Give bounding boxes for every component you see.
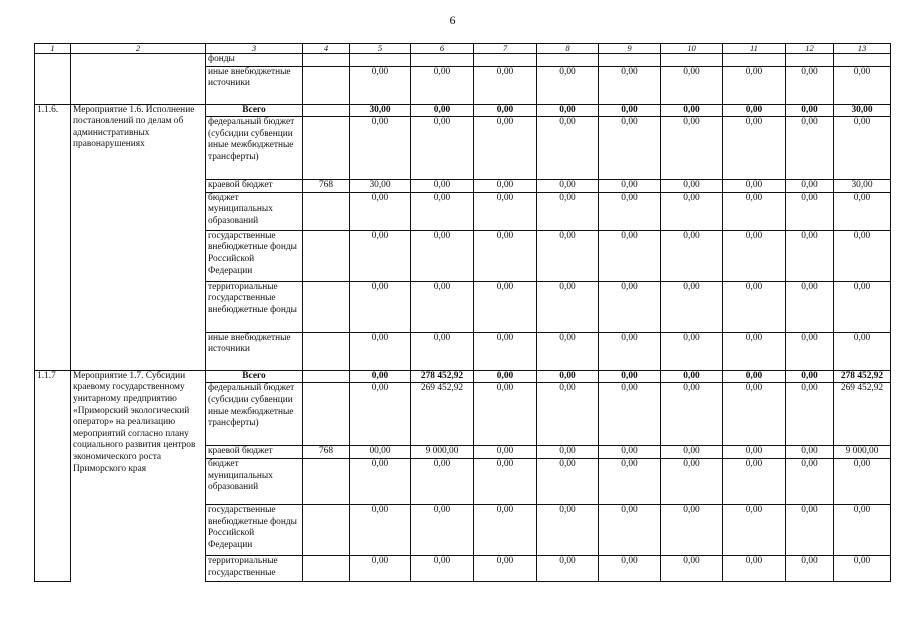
value-cell: 0,00 bbox=[537, 180, 599, 193]
cell bbox=[303, 54, 350, 67]
value-cell: 0,00 bbox=[537, 383, 599, 446]
value-cell: 0,00 bbox=[537, 332, 599, 370]
col-header: 10 bbox=[661, 44, 723, 54]
value-cell: 0,00 bbox=[834, 230, 891, 281]
cell bbox=[35, 54, 71, 67]
value-cell: 0,00 bbox=[599, 446, 661, 459]
value-cell: 0,00 bbox=[786, 446, 834, 459]
value-cell: 0,00 bbox=[834, 458, 891, 504]
code-cell bbox=[303, 370, 350, 383]
value-cell: 00,00 bbox=[350, 446, 411, 459]
measure-name: Мероприятие 1.6. Исполнение постановлений по делам об административных правонарушениях bbox=[71, 104, 206, 370]
source-cell: краевой бюджет bbox=[206, 446, 303, 459]
code-cell bbox=[303, 104, 350, 117]
value-cell: 0,00 bbox=[599, 458, 661, 504]
value-cell: 0,00 bbox=[661, 446, 723, 459]
value-cell: 0,00 bbox=[411, 504, 474, 555]
value-cell: 0,00 bbox=[661, 458, 723, 504]
code-cell: 768 bbox=[303, 446, 350, 459]
value-cell: 0,00 bbox=[474, 458, 537, 504]
value-cell: 0,00 bbox=[786, 66, 834, 104]
col-header: 5 bbox=[350, 44, 411, 54]
source-cell: иные внебюджетные источники bbox=[206, 66, 303, 104]
value-cell: 0,00 bbox=[786, 104, 834, 117]
value-cell: 269 452,92 bbox=[411, 383, 474, 446]
value-cell: 0,00 bbox=[786, 332, 834, 370]
total-row bbox=[35, 370, 891, 383]
value-cell: 0,00 bbox=[661, 180, 723, 193]
value-cell: 278 452,92 bbox=[834, 370, 891, 383]
col-header: 9 bbox=[599, 44, 661, 54]
source-cell: территориальные государственные bbox=[206, 555, 303, 581]
value-cell: 0,00 bbox=[411, 458, 474, 504]
measure-name: Мероприятие 1.7. Субсидии краевому государственному унитарному предприятию «Приморский экологический оператор» на реализацию мероприятий согласно плану социального развития центров экономического роста Приморского края bbox=[71, 370, 206, 581]
value-cell: 0,00 bbox=[723, 504, 786, 555]
value-cell: 0,00 bbox=[411, 332, 474, 370]
value-cell: 0,00 bbox=[350, 383, 411, 446]
code-cell bbox=[303, 332, 350, 370]
budget-table bbox=[34, 43, 891, 582]
value-cell: 0,00 bbox=[599, 66, 661, 104]
value-cell: 0,00 bbox=[474, 192, 537, 230]
value-cell: 0,00 bbox=[723, 446, 786, 459]
value-cell: 0,00 bbox=[537, 117, 599, 180]
value-cell: 0,00 bbox=[537, 281, 599, 332]
code-cell bbox=[303, 281, 350, 332]
value-cell: 0,00 bbox=[537, 555, 599, 581]
value-cell: 0,00 bbox=[350, 555, 411, 581]
value-cell: 0,00 bbox=[834, 555, 891, 581]
code-cell bbox=[303, 230, 350, 281]
value-cell: 30,00 bbox=[834, 180, 891, 193]
value-cell: 0,00 bbox=[661, 281, 723, 332]
value-cell: 0,00 bbox=[786, 504, 834, 555]
value-cell: 0,00 bbox=[411, 104, 474, 117]
value-cell: 0,00 bbox=[474, 230, 537, 281]
value-cell: 0,00 bbox=[723, 104, 786, 117]
value-cell: 0,00 bbox=[786, 555, 834, 581]
page-number: 6 bbox=[449, 13, 456, 27]
col-header: 2 bbox=[71, 44, 206, 54]
value-cell: 0,00 bbox=[474, 66, 537, 104]
value-cell: 0,00 bbox=[599, 504, 661, 555]
value-cell: 0,00 bbox=[474, 370, 537, 383]
source-cell: бюджет муниципальных образований bbox=[206, 192, 303, 230]
code-cell bbox=[303, 383, 350, 446]
code-cell bbox=[303, 117, 350, 180]
value-cell: 0,00 bbox=[350, 332, 411, 370]
value-cell: 0,00 bbox=[474, 104, 537, 117]
code-cell bbox=[303, 192, 350, 230]
value-cell: 0,00 bbox=[661, 192, 723, 230]
cell bbox=[35, 66, 71, 104]
source-cell: бюджет муниципальных образований bbox=[206, 458, 303, 504]
value-cell: 0,00 bbox=[411, 66, 474, 104]
cell bbox=[71, 54, 206, 67]
value-cell: 0,00 bbox=[834, 66, 891, 104]
value-cell: 0,00 bbox=[723, 332, 786, 370]
value-cell: 0,00 bbox=[599, 117, 661, 180]
value-cell: 0,00 bbox=[537, 458, 599, 504]
value-cell: 0,00 bbox=[834, 192, 891, 230]
code-cell bbox=[303, 458, 350, 504]
value-cell: 0,00 bbox=[723, 458, 786, 504]
value-cell: 0,00 bbox=[786, 117, 834, 180]
value-cell: 0,00 bbox=[411, 281, 474, 332]
value-cell: 0,00 bbox=[411, 555, 474, 581]
value-cell: 0,00 bbox=[661, 370, 723, 383]
value-cell: 0,00 bbox=[723, 281, 786, 332]
value-cell: 0,00 bbox=[661, 504, 723, 555]
value-cell: 0,00 bbox=[411, 192, 474, 230]
value-cell: 0,00 bbox=[723, 230, 786, 281]
value-cell: 278 452,92 bbox=[411, 370, 474, 383]
value-cell: 0,00 bbox=[474, 332, 537, 370]
source-cell: Всего bbox=[206, 370, 303, 383]
code-cell: 768 bbox=[303, 180, 350, 193]
value-cell: 0,00 bbox=[786, 180, 834, 193]
source-cell: Всего bbox=[206, 104, 303, 117]
cell bbox=[71, 66, 206, 104]
value-cell: 9 000,00 bbox=[834, 446, 891, 459]
value-cell: 0,00 bbox=[537, 230, 599, 281]
value-cell: 30,00 bbox=[350, 104, 411, 117]
value-cell: 0,00 bbox=[599, 230, 661, 281]
value-cell: 0,00 bbox=[350, 458, 411, 504]
value-cell: 0,00 bbox=[537, 446, 599, 459]
value-cell: 0,00 bbox=[723, 117, 786, 180]
code-cell bbox=[303, 504, 350, 555]
value-cell: 0,00 bbox=[537, 504, 599, 555]
col-header: 1 bbox=[35, 44, 71, 54]
value-cell: 0,00 bbox=[474, 504, 537, 555]
value-cell: 0,00 bbox=[661, 104, 723, 117]
col-header: 11 bbox=[723, 44, 786, 54]
value-cell: 0,00 bbox=[411, 180, 474, 193]
col-header: 8 bbox=[537, 44, 599, 54]
value-cell: 0,00 bbox=[723, 555, 786, 581]
value-cell: 0,00 bbox=[599, 281, 661, 332]
value-cell: 0,00 bbox=[411, 117, 474, 180]
table-row bbox=[35, 54, 891, 67]
value-cell: 30,00 bbox=[350, 180, 411, 193]
value-cell: 0,00 bbox=[661, 117, 723, 180]
value-cell: 0,00 bbox=[350, 504, 411, 555]
value-cell: 0,00 bbox=[537, 370, 599, 383]
value-cell: 0,00 bbox=[474, 117, 537, 180]
value-cell: 0,00 bbox=[723, 66, 786, 104]
value-cell: 0,00 bbox=[599, 104, 661, 117]
source-cell: федеральный бюджет (субсидии субвенции иные межбюджетные трансферты) bbox=[206, 383, 303, 446]
value-cell: 0,00 bbox=[411, 230, 474, 281]
source-cell: государственные внебюджетные фонды Российской Федерации bbox=[206, 230, 303, 281]
value-cell: 0,00 bbox=[350, 66, 411, 104]
value-cell: 0,00 bbox=[599, 192, 661, 230]
value-cell: 0,00 bbox=[723, 192, 786, 230]
value-cell: 0,00 bbox=[537, 104, 599, 117]
value-cell: 0,00 bbox=[786, 230, 834, 281]
value-cell: 0,00 bbox=[661, 66, 723, 104]
value-cell: 0,00 bbox=[350, 230, 411, 281]
value-cell: 0,00 bbox=[723, 383, 786, 446]
value-cell: 0,00 bbox=[474, 180, 537, 193]
value-cell: 0,00 bbox=[474, 281, 537, 332]
header-row bbox=[35, 44, 891, 54]
table-row bbox=[35, 66, 891, 104]
source-cell: федеральный бюджет (субсидии субвенции иные межбюджетные трансферты) bbox=[206, 117, 303, 180]
value-cell: 269 452,92 bbox=[834, 383, 891, 446]
col-header: 6 bbox=[411, 44, 474, 54]
value-cell: 0,00 bbox=[834, 281, 891, 332]
value-cell: 0,00 bbox=[474, 446, 537, 459]
value-cell: 0,00 bbox=[474, 555, 537, 581]
col-header: 7 bbox=[474, 44, 537, 54]
value-cell: 0,00 bbox=[599, 383, 661, 446]
value-cell: 0,00 bbox=[786, 458, 834, 504]
col-header: 12 bbox=[786, 44, 834, 54]
table-body bbox=[35, 44, 891, 582]
value-cell: 0,00 bbox=[723, 370, 786, 383]
value-cell: 0,00 bbox=[350, 192, 411, 230]
value-cell: 0,00 bbox=[474, 383, 537, 446]
value-cell: 0,00 bbox=[786, 370, 834, 383]
value-cell: 30,00 bbox=[834, 104, 891, 117]
col-header: 4 bbox=[303, 44, 350, 54]
value-cell: 0,00 bbox=[834, 117, 891, 180]
value-cell: 0,00 bbox=[834, 332, 891, 370]
measure-number: 1.1.6. bbox=[35, 104, 71, 370]
value-cell: 0,00 bbox=[537, 192, 599, 230]
source-cell: краевой бюджет bbox=[206, 180, 303, 193]
value-cell: 0,00 bbox=[599, 180, 661, 193]
source-cell: государственные внебюджетные фонды Российской Федерации bbox=[206, 504, 303, 555]
code-cell bbox=[303, 555, 350, 581]
value-cell: 0,00 bbox=[661, 230, 723, 281]
value-cell: 0,00 bbox=[834, 504, 891, 555]
col-header: 13 bbox=[834, 44, 891, 54]
value-cell: 0,00 bbox=[786, 192, 834, 230]
value-cell: 0,00 bbox=[786, 281, 834, 332]
value-cell: 0,00 bbox=[350, 281, 411, 332]
value-cell: 0,00 bbox=[599, 370, 661, 383]
value-cell: 0,00 bbox=[661, 383, 723, 446]
value-cell: 0,00 bbox=[661, 332, 723, 370]
measure-number: 1.1.7 bbox=[35, 370, 71, 581]
value-cell: 0,00 bbox=[599, 332, 661, 370]
value-cell: 0,00 bbox=[786, 383, 834, 446]
value-cell: 0,00 bbox=[723, 180, 786, 193]
value-cell: 0,00 bbox=[599, 555, 661, 581]
col-header: 3 bbox=[206, 44, 303, 54]
value-cell: 0,00 bbox=[537, 66, 599, 104]
source-cell: территориальные государственные внебюджетные фонды bbox=[206, 281, 303, 332]
value-cell: 0,00 bbox=[350, 117, 411, 180]
source-cell: фонды bbox=[206, 54, 303, 67]
value-cell: 0,00 bbox=[661, 555, 723, 581]
value-cell: 0,00 bbox=[350, 370, 411, 383]
total-row bbox=[35, 104, 891, 117]
value-cell: 9 000,00 bbox=[411, 446, 474, 459]
source-cell: иные внебюджетные источники bbox=[206, 332, 303, 370]
code-cell bbox=[303, 66, 350, 104]
